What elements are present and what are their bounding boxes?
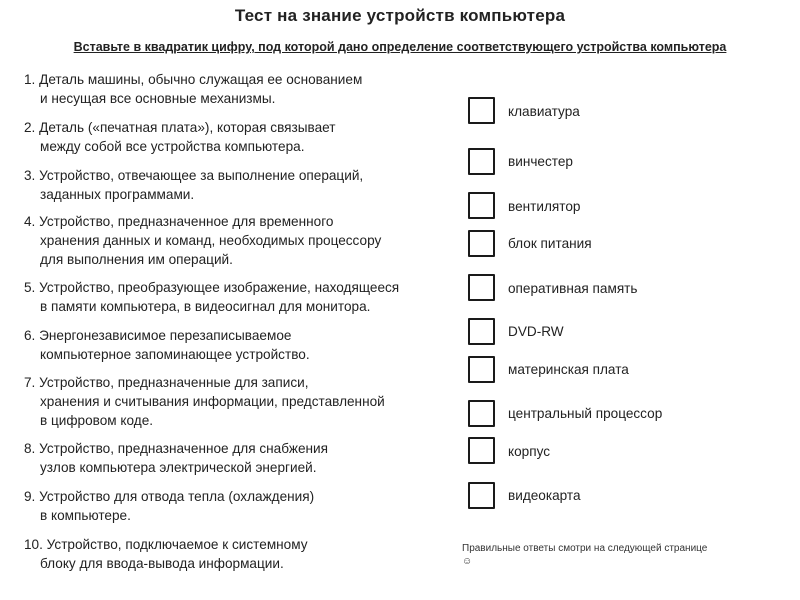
definition-line: хранения данных и команд, необходимых процессору	[40, 233, 382, 248]
definition-item-7	[24, 373, 464, 430]
answer-label-fan: вентилятор	[508, 199, 581, 214]
answer-box-hard-drive[interactable]	[468, 148, 495, 175]
answer-label-keyboard: клавиатура	[508, 104, 580, 119]
footnote	[462, 542, 707, 568]
definition-line: для выполнения им операций.	[40, 252, 233, 267]
definition-line: 7. Устройство, предназначенные для записи,	[24, 375, 309, 390]
definition-line: 4. Устройство, предназначенное для временного	[24, 214, 334, 229]
definition-line: 5. Устройство, преобразующее изображение, находящееся	[24, 280, 400, 295]
answer-label-power-supply: блок питания	[508, 236, 592, 251]
answer-box-graphics-card[interactable]	[468, 482, 495, 509]
answer-box-ram[interactable]	[468, 274, 495, 301]
definition-line: в памяти компьютера, в видеосигнал для монитора.	[40, 299, 371, 314]
definition-item-8	[24, 439, 464, 477]
answer-box-fan[interactable]	[468, 192, 495, 219]
answer-label-dvd-rw: DVD-RW	[508, 324, 564, 339]
definition-line: 8. Устройство, предназначенное для снабжения	[24, 441, 328, 456]
answer-box-cpu[interactable]	[468, 400, 495, 427]
definition-line: 10. Устройство, подключаемое к системному	[24, 537, 308, 552]
definition-item-4	[24, 212, 464, 269]
definition-line: в компьютере.	[40, 508, 131, 523]
page-title: Тест на знание устройств компьютера	[234, 6, 566, 25]
definition-line: 1. Деталь машины, обычно служащая ее основанием	[24, 72, 363, 87]
definition-item-1	[24, 70, 464, 108]
definition-line: и несущая все основные механизмы.	[40, 91, 276, 106]
answer-label-case: корпус	[508, 444, 551, 459]
answer-label-ram: оперативная память	[508, 281, 638, 296]
definition-line: заданных программами.	[40, 187, 195, 202]
answer-box-dvd-rw[interactable]	[468, 318, 495, 345]
definition-item-9	[24, 487, 464, 525]
answer-label-motherboard: материнская плата	[508, 362, 629, 377]
definition-item-3	[24, 166, 464, 204]
answer-box-case[interactable]	[468, 437, 495, 464]
footnote-text: Правильные ответы смотри на следующей странице	[462, 543, 708, 554]
definition-item-10	[24, 535, 464, 573]
answer-label-graphics-card: видеокарта	[508, 488, 581, 503]
definition-item-6	[24, 326, 464, 364]
answer-label-hard-drive: винчестер	[508, 154, 573, 169]
definition-line: 9. Устройство для отвода тепла (охлаждения)	[24, 489, 315, 504]
answer-box-power-supply[interactable]	[468, 230, 495, 257]
definition-line: узлов компьютера электрической энергией.	[40, 460, 317, 475]
definition-line: в цифровом коде.	[40, 413, 154, 428]
definition-item-2	[24, 118, 464, 156]
answer-box-keyboard[interactable]	[468, 97, 495, 124]
definition-line: компьютерное запоминающее устройство.	[40, 347, 310, 362]
answer-label-cpu: центральный процессор	[508, 406, 663, 421]
smiley-icon: ☺	[462, 556, 473, 567]
definition-item-5	[24, 278, 464, 316]
definition-line: между собой все устройства компьютера.	[40, 139, 305, 154]
definition-line: 3. Устройство, отвечающее за выполнение операций,	[24, 168, 364, 183]
definition-line: 6. Энергонезависимое перезаписываемое	[24, 328, 292, 343]
definition-line: 2. Деталь («печатная плата»), которая связывает	[24, 120, 336, 135]
definition-line: блоку для ввода-вывода информации.	[40, 556, 284, 571]
definition-line: хранения и считывания информации, представленной	[40, 394, 385, 409]
answer-box-motherboard[interactable]	[468, 356, 495, 383]
answers-column	[468, 0, 798, 600]
instruction-text: Вставьте в квадратик цифру, под которой дано определение соответствующего устройства компьютера	[73, 40, 727, 54]
